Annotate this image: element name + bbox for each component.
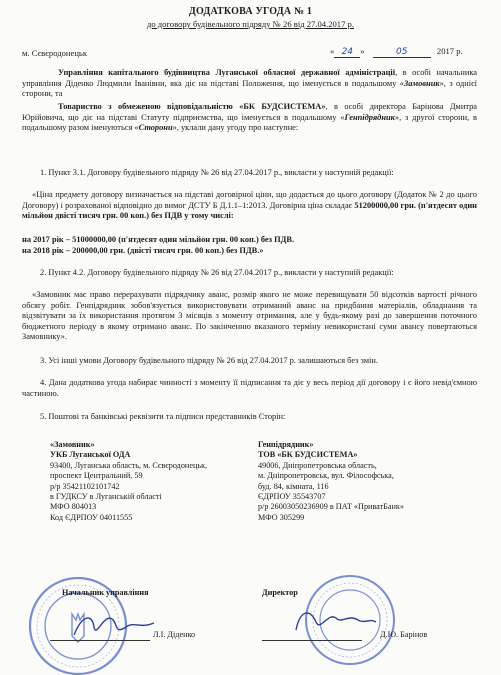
item-1-line-2017: на 2017 рік – 51000000,00 (п'ятдесят один мільйон грн. 00 коп.) без ПДВ. xyxy=(22,235,295,244)
item-2-quote: «Замовник має право перерахувати підрядчику аванс, розмір якого не може перевищувати 50 відсотків вартості річного обсягу робіт. Генпідрядник зобов'язується використовувати отриманий аванс на придбання матеріалів, обладнання та відзвітувати за їх використання протягом 3 місяців з моменту отримання, але у будь-якому разі до завершення поточного бюджетного періоду в якому отримано аванс. По закінченню вказаного терміну невикористані суми авансу повертаються Замовнику». xyxy=(22,290,477,342)
customer-block xyxy=(50,440,260,523)
customer-mfo: МФО 804013 xyxy=(50,502,97,512)
customer-account: р/р 35421102101742 xyxy=(50,481,120,491)
preamble-party-1: Управління капітального будівництва Луганської обласної державної адміністрації, в особі начальника управління Діденко Людмили Іванівни, яка діє на підставі Положення, що іменується в подальшому «Замовник», з однієї сторони, та xyxy=(22,68,477,99)
item-5: 5. Поштові та банківські реквізити та підписи представників Сторін: xyxy=(40,412,286,421)
contractor-role: Генпідрядник» xyxy=(258,440,314,449)
document-title: ДОДАТКОВА УГОДА № 1 xyxy=(188,6,313,17)
contractor-account: р/р 26003050236909 в ПАТ «ПриватБанк» xyxy=(258,502,404,512)
item-1-quote: «Ціна предмету договору визначається на підставі договірної ціни, що додається до цього договору (Додаток № 2 до цього Договору) і розрахованої відповідно до вимог ДСТУ Б Д.1.1–1:2013. Договірна ціна складає 51200000,00 грн. (п'ятдесят один мільйон двісті тисяч грн. 00 коп.) без ПДВ у тому числі: xyxy=(22,190,477,221)
date-open-quote: « xyxy=(330,46,335,56)
customer-role: «Замовник» xyxy=(50,440,95,449)
customer-code: Код ЄДРПОУ 04011555 xyxy=(50,512,133,522)
contractor-sign-name: Д.Ю. Барінов xyxy=(380,630,428,639)
customer-signature xyxy=(70,605,160,645)
customer-name: УКБ Луганської ОДА xyxy=(50,450,131,460)
contractor-address-3: буд. 84, кімната, 116 xyxy=(258,481,329,491)
customer-sign-name: Л.І. Діденко xyxy=(153,630,196,639)
date-close-quote: » xyxy=(360,46,365,56)
item-2-intro: 2. Пункт 4.2. Договору будівельного підряду № 26 від 27.04.2017 р., викласти у наступній редакції: xyxy=(40,268,394,277)
customer-bank: в ГУДКСУ в Луганській області xyxy=(50,492,162,502)
item-1-line-2018: на 2018 рік – 200000,00 грн. (двісті тисяч грн. 00 коп.) без ПДВ.» xyxy=(22,246,264,255)
document-subtitle: до договору будівельного підряду № 26 від 27.04.2017 р. xyxy=(146,19,354,29)
customer-address-1: 93400, Луганська область, м. Сєвєродонецьк, xyxy=(50,460,208,470)
date-month: 05 xyxy=(373,47,431,58)
item-3: 3. Усі інші умови Договору будівельного підряду № 26 від 27.04.2017 р. залишаються без змін. xyxy=(40,356,378,365)
item-4: 4. Дана додаткова угода набирає чинності з моменту її підписання та діє у весь період дії договору і є його невід'ємною частиною. xyxy=(22,378,477,398)
contractor-address-2: м. Дніпропетровськ, вул. Філософська, xyxy=(258,471,394,481)
item-1-intro: 1. Пункт 3.1. Договору будівельного підряду № 26 від 27.04.2017 р., викласти у наступній редакції: xyxy=(40,168,394,177)
contractor-block xyxy=(258,440,488,523)
contractor-code: ЄДРПОУ 35543707 xyxy=(258,492,326,502)
date-year: 2017 р. xyxy=(436,46,463,56)
date-line xyxy=(330,46,463,58)
city: м. Сєвєродонецьк xyxy=(22,48,88,58)
customer-address-2: проспект Центральний, 59 xyxy=(50,471,143,481)
date-day: 24 xyxy=(334,47,360,58)
preamble-party-2: Товариство з обмеженою відповідальністю «БК БУДСИСТЕМА», в особі директора Барінова Дмитра Юрійовича, що діє на підставі Статуту підприємства, що іменується в подальшому «Генпідрядник», з другої сторони, в подальшому разом іменуються «Сторони», уклали дану угоду про наступне: xyxy=(22,102,477,133)
contractor-signature xyxy=(290,602,380,642)
customer-sign-title: Начальник управління xyxy=(62,588,149,597)
contractor-name: ТОВ «БК БУДСИСТЕМА» xyxy=(258,450,358,460)
contractor-mfo: МФО 305299 xyxy=(258,512,305,522)
contractor-address-1: 49006, Дніпропетровська область, xyxy=(258,460,377,470)
contractor-sign-title: Директор xyxy=(262,588,298,597)
